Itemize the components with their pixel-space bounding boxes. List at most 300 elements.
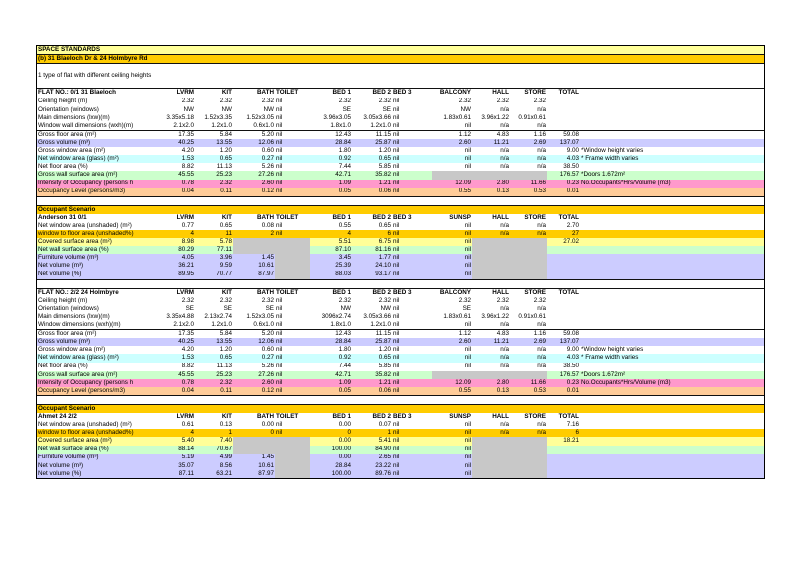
- cell-note: [580, 139, 764, 147]
- cell-store: 0.53: [533, 187, 546, 195]
- table-row: [37, 446, 764, 454]
- cell-bath: 1.45: [261, 254, 274, 262]
- cell-store: n/a: [537, 121, 546, 129]
- cell-bath: NW: [263, 105, 274, 113]
- cell-kit: KIT: [221, 213, 232, 221]
- cell-hall: 2.80: [496, 378, 509, 386]
- cell-toilet: nil: [276, 304, 283, 312]
- cell-balcony: 1.83x0.61: [443, 113, 471, 121]
- cell-bed2: 1.77: [378, 254, 391, 262]
- cell-bed1: 12.43: [335, 130, 351, 138]
- cell-bed2: 0.06: [378, 386, 391, 394]
- cell-total: 38.50: [563, 362, 579, 370]
- table-row: [37, 379, 764, 387]
- cell-kit: 2.13x2.74: [204, 313, 232, 320]
- cell-store: n/a: [537, 230, 546, 237]
- cell-bed1: 0: [347, 429, 351, 437]
- cell-toilet: TOILET: [276, 288, 299, 296]
- cell-lvrm: 8.82: [181, 362, 194, 370]
- cell-total: 59.08: [563, 330, 579, 338]
- cell-lvrm: 0.61: [181, 421, 194, 429]
- cell-bed1: 3096x2.74: [321, 313, 351, 320]
- cell-total: 0.01: [566, 187, 579, 195]
- cell-bed3: nil: [393, 246, 400, 254]
- cell-bed1: 2.32: [338, 296, 351, 304]
- cell-total: 137.07: [559, 139, 579, 146]
- table-row: [37, 180, 764, 188]
- cell-kit: [195, 405, 233, 413]
- cell-label: Occupancy Level (persons/m3): [38, 386, 126, 394]
- cell-bed1: 42.71: [335, 171, 351, 179]
- cell-kit: 1.2x1.0: [211, 121, 232, 129]
- table-row: [37, 205, 764, 214]
- cell-toilet: nil: [276, 313, 283, 320]
- table-row: [37, 437, 764, 445]
- cell-hall: [472, 446, 510, 454]
- cell-bath: 0.12: [261, 187, 274, 195]
- cell-balcony: nil: [464, 163, 471, 171]
- table-row: [37, 429, 764, 437]
- cell-bed3: nil: [393, 262, 400, 270]
- cell-lvrm: 80.29: [178, 246, 194, 254]
- cell-lvrm: 0.78: [181, 179, 194, 187]
- cell-store: 2.69: [533, 338, 546, 346]
- cell-lvrm: 0.04: [181, 386, 194, 394]
- cell-toilet: nil: [276, 378, 283, 386]
- cell-bed1: 0.05: [338, 187, 351, 195]
- cell-hall: [472, 246, 510, 254]
- cell-balcony: 0.55: [458, 187, 471, 195]
- cell-balcony: BALCONY: [439, 288, 471, 296]
- cell-bath: 0.27: [261, 354, 274, 362]
- cell-label: Intensity of Occupancy (persons h: [38, 179, 134, 187]
- cell-kit: 77.11: [216, 246, 232, 254]
- cell-bed1: SE: [342, 105, 351, 113]
- cell-total: 27.02: [563, 238, 579, 246]
- cell-bed3: nil: [393, 187, 400, 195]
- cell-label: Net volume (%): [38, 469, 82, 477]
- cell-store: [510, 262, 547, 270]
- cell-toilet: nil: [276, 179, 283, 187]
- sheet-subtitle: (b) 31 Blaeloch Dr & 24 Holmbyre Rd: [38, 55, 148, 62]
- cell-label: Window wall dimensions (wxh)(m): [38, 121, 134, 129]
- cell-store: 0.91x0.61: [518, 313, 546, 320]
- cell-lvrm: 4.20: [181, 147, 194, 155]
- cell-toilet: [275, 446, 310, 454]
- cell-total: [547, 321, 580, 329]
- cell-kit: 25.23: [216, 171, 232, 179]
- cell-lvrm: 4.20: [181, 346, 194, 354]
- cell-note: [580, 289, 764, 297]
- cell-bed2: 81.16: [375, 246, 391, 254]
- cell-bath: 0.27: [261, 155, 274, 163]
- cell-kit: NW: [221, 105, 232, 113]
- cell-bed2: [352, 206, 392, 214]
- cell-hall: n/a: [500, 163, 509, 171]
- cell-store: [510, 437, 547, 445]
- cell-bed1: 28.84: [335, 338, 351, 346]
- cell-toilet: [275, 454, 310, 462]
- cell-bath: 12.06: [258, 139, 274, 146]
- cell-total: [547, 313, 580, 321]
- cell-toilet: [275, 262, 310, 270]
- cell-label: Gross wall surface area (m²): [38, 370, 118, 378]
- cell-toilet: nil: [276, 354, 283, 362]
- blank-row: [37, 396, 764, 404]
- cell-toilet: nil: [276, 370, 283, 378]
- cell-toilet: nil: [276, 230, 283, 237]
- cell-label: Net floor area (%): [38, 163, 88, 171]
- cell-bed2: 23.22: [375, 461, 391, 469]
- cell-bed3: nil: [393, 362, 400, 370]
- cell-hall: [472, 470, 510, 478]
- cell-label: Main dimensions (lxw)(m): [38, 113, 110, 121]
- cell-label: Window dimensions (wxh)(m): [38, 321, 121, 328]
- cell-label: Net wall surface area (%): [38, 445, 109, 453]
- cell-note: *Window height varies: [581, 147, 644, 155]
- cell-lvrm: 89.95: [178, 270, 194, 278]
- cell-bath: 5.26: [261, 362, 274, 370]
- cell-bed1: BED 1: [332, 213, 351, 221]
- cell-total: 176.57: [559, 370, 579, 378]
- cell-lvrm: LVRM: [176, 89, 194, 97]
- cell-bed3: BED 3: [393, 288, 412, 296]
- table-row: [37, 254, 764, 262]
- cell-toilet: [275, 462, 310, 470]
- cell-kit: 2.32: [219, 97, 232, 105]
- cell-lvrm: LVRM: [176, 213, 194, 221]
- cell-bed2: BED 2: [372, 89, 391, 97]
- cell-toilet: [275, 238, 310, 246]
- cell-balcony: nil: [464, 437, 471, 445]
- cell-total: [547, 122, 580, 130]
- cell-bath: 0.12: [261, 386, 274, 394]
- cell-bed3: nil: [393, 130, 400, 138]
- cell-bed2: 1.2x1.0: [370, 321, 391, 328]
- cell-total: [547, 454, 580, 462]
- cell-balcony: nil: [464, 362, 471, 370]
- sheet-note-row: [37, 72, 764, 80]
- cell-hall: [472, 206, 510, 214]
- cell-hall: n/a: [500, 362, 509, 370]
- table-row: [37, 106, 764, 114]
- cell-toilet: [275, 246, 310, 254]
- cell-note: [580, 271, 764, 279]
- cell-note: [580, 421, 764, 429]
- cell-total: 137.07: [559, 338, 579, 346]
- table-row: [37, 114, 764, 122]
- cell-bath: 0.00: [261, 421, 274, 429]
- cell-note: [580, 230, 764, 238]
- cell-lvrm: 2.32: [181, 296, 194, 304]
- cell-total: TOTAL: [558, 413, 579, 421]
- cell-hall: [472, 238, 510, 246]
- cell-balcony: nil: [464, 238, 471, 246]
- cell-balcony: nil: [464, 429, 471, 437]
- cell-bed3: nil: [393, 354, 400, 362]
- cell-bed2: 0.07: [378, 421, 391, 429]
- cell-bed3: nil: [393, 171, 400, 179]
- cell-bed1: 25.39: [335, 262, 351, 270]
- cell-bed3: nil: [393, 437, 400, 445]
- cell-label: Net volume (%): [38, 270, 82, 278]
- cell-label: Net window area (unshaded) (m²): [38, 221, 132, 229]
- cell-label: Gross floor area (m²): [38, 330, 97, 338]
- cell-store: 0.91x0.61: [518, 113, 546, 121]
- cell-kit: 1.20: [219, 147, 232, 155]
- cell-bed1: 100.00: [331, 469, 351, 477]
- cell-toilet: nil: [276, 187, 283, 195]
- sheet-note: 1 type of flat with different ceiling heights: [38, 72, 152, 80]
- cell-bath: 2.60: [261, 179, 274, 187]
- table-row: [37, 313, 764, 321]
- cell-toilet: nil: [276, 139, 283, 146]
- cell-label: Gross wall surface area (m²): [38, 171, 118, 179]
- cell-total: 2.70: [566, 221, 579, 229]
- cell-total: [547, 98, 580, 106]
- cell-bath: 0.60: [261, 346, 274, 354]
- cell-label: Covered surface area (m²): [38, 238, 112, 246]
- cell-lvrm: 35.07: [178, 461, 194, 469]
- cell-toilet: [275, 254, 310, 262]
- cell-hall: HALL: [492, 89, 509, 97]
- cell-note: [580, 114, 764, 122]
- cell-lvrm: 3.35x4.88: [166, 313, 194, 320]
- cell-balcony: nil: [464, 155, 471, 163]
- cell-bath: 0.6x1.0: [253, 321, 274, 328]
- cell-store: [510, 462, 547, 470]
- cell-note: [580, 188, 764, 196]
- cell-hall: 11.21: [493, 338, 509, 346]
- cell-label: Occupancy Level (persons/m3): [38, 187, 126, 195]
- cell-store: STORE: [524, 288, 546, 296]
- cell-toilet: nil: [276, 155, 283, 163]
- cell-toilet: [275, 405, 310, 413]
- table-row: [37, 88, 764, 97]
- cell-hall: n/a: [500, 304, 509, 312]
- cell-kit: 13.55: [216, 139, 232, 146]
- cell-note: [580, 98, 764, 106]
- cell-toilet: [275, 470, 310, 478]
- cell-hall: [472, 271, 510, 279]
- cell-bed2: 35.82: [375, 171, 391, 179]
- cell-toilet: nil: [276, 97, 283, 105]
- cell-bed2: 3.05x3.66: [363, 113, 391, 121]
- cell-bed3: nil: [393, 469, 400, 477]
- cell-balcony: SUNSP: [449, 213, 471, 221]
- cell-note: [580, 106, 764, 114]
- cell-balcony: nil: [464, 321, 471, 328]
- cell-balcony: nil: [464, 121, 471, 129]
- cell-hall: [472, 454, 510, 462]
- cell-bath: [233, 206, 275, 214]
- cell-note: [580, 330, 764, 338]
- cell-note: [580, 305, 764, 313]
- cell-bed3: BED 3: [393, 89, 412, 97]
- cell-note: [580, 363, 764, 371]
- table-row: [37, 470, 764, 478]
- cell-kit: 7.40: [219, 437, 232, 445]
- cell-bed1: BED 1: [332, 288, 351, 296]
- cell-label: Intensity of Occupancy (persons h: [38, 378, 134, 386]
- table-row: [37, 421, 764, 429]
- cell-lvrm: LVRM: [176, 413, 194, 421]
- cell-label: FLAT NO.: 2/2 24 Holmbyre: [38, 288, 119, 296]
- cell-bath: 27.26: [258, 171, 274, 179]
- cell-bed1: 100.00: [331, 445, 351, 453]
- cell-hall: n/a: [500, 221, 509, 229]
- cell-lvrm: 0.78: [181, 378, 194, 386]
- cell-bed2: 1.2x1.0: [370, 121, 391, 129]
- cell-kit: KIT: [221, 413, 232, 421]
- cell-label: Gross floor area (m²): [38, 130, 97, 138]
- cell-note: [580, 254, 764, 262]
- cell-note: * Frame width varies: [581, 354, 639, 362]
- cell-balcony: 1.12: [458, 130, 471, 138]
- table-row: [37, 338, 764, 346]
- cell-total: [547, 305, 580, 313]
- cell-bed2: 84.90: [375, 445, 391, 453]
- cell-total: 6: [575, 429, 579, 437]
- cell-bath: SE: [265, 304, 274, 312]
- cell-kit: 13.55: [216, 338, 232, 346]
- cell-bed2: 1.21: [378, 378, 391, 386]
- cell-balcony: nil: [464, 221, 471, 229]
- cell-balcony: 12.09: [455, 378, 471, 386]
- cell-label: Ceiling height (m): [38, 97, 88, 105]
- cell-hall: 4.83: [496, 330, 509, 338]
- cell-label: Gross window area (m²): [38, 147, 106, 155]
- cell-bath: BATH: [256, 89, 274, 97]
- cell-note: [580, 321, 764, 329]
- table-row: [37, 288, 764, 297]
- cell-note: [580, 405, 764, 413]
- cell-toilet: nil: [276, 296, 283, 304]
- cell-label: Ahmet 24 2/2: [38, 413, 77, 421]
- cell-bed2: [352, 405, 392, 413]
- cell-balcony: 2.60: [458, 338, 471, 346]
- cell-bed3: nil: [393, 346, 400, 354]
- cell-kit: 1.2x1.0: [211, 321, 232, 328]
- cell-lvrm: 0.77: [181, 221, 194, 229]
- cell-lvrm: 4: [190, 429, 194, 437]
- blank-row: [37, 80, 764, 88]
- cell-lvrm: 3.35x5.18: [166, 113, 194, 121]
- cell-toilet: nil: [276, 362, 283, 370]
- cell-balcony: SUNSP: [449, 413, 471, 421]
- cell-toilet: nil: [276, 330, 283, 338]
- table-row: [37, 163, 764, 171]
- cell-kit: SE: [223, 304, 232, 312]
- cell-lvrm: 2.1x2.0: [173, 121, 194, 129]
- cell-hall: 2.80: [496, 179, 509, 187]
- table-row: [37, 98, 764, 106]
- cell-note: [580, 413, 764, 421]
- cell-bath: 2.60: [261, 378, 274, 386]
- cell-kit: 5.84: [219, 130, 232, 138]
- cell-kit: 4.99: [219, 453, 232, 461]
- cell-bath: BATH: [256, 413, 274, 421]
- cell-balcony: nil: [464, 445, 471, 453]
- cell-bed3: BED 3: [393, 213, 412, 221]
- cell-total: 9.00: [566, 147, 579, 155]
- table-row: [37, 222, 764, 230]
- cell-bath: 87.97: [258, 270, 274, 278]
- cell-bed2: 25.87: [375, 139, 391, 146]
- table-row: [37, 188, 764, 197]
- cell-total: 7.16: [566, 421, 579, 429]
- cell-kit: 70.67: [216, 445, 232, 453]
- cell-total: TOTAL: [558, 288, 579, 296]
- cell-label: Orientation (windows): [38, 105, 99, 113]
- cell-kit: 0.65: [219, 221, 232, 229]
- table-row: [37, 238, 764, 246]
- cell-store: 11.66: [530, 179, 546, 187]
- cell-bed2: 25.87: [375, 338, 391, 346]
- cell-bed1: 1.80: [338, 346, 351, 354]
- table-row: [37, 262, 764, 270]
- cell-store: [510, 246, 547, 254]
- cell-balcony: 1.83x0.61: [443, 313, 471, 320]
- cell-toilet: [275, 271, 310, 279]
- cell-bed3: nil: [393, 378, 400, 386]
- cell-toilet: nil: [276, 321, 283, 328]
- cell-total: 27: [571, 230, 579, 237]
- cell-label: Net volume (m³): [38, 262, 84, 270]
- cell-lvrm: 36.21: [178, 262, 194, 270]
- cell-store: 1.16: [533, 330, 546, 338]
- table-row: [37, 321, 764, 330]
- cell-balcony: 12.09: [455, 179, 471, 187]
- cell-balcony: SE: [462, 304, 471, 312]
- cell-note: [580, 262, 764, 270]
- cell-note: [580, 297, 764, 305]
- cell-total: [547, 106, 580, 114]
- cell-bed3: nil: [393, 421, 400, 429]
- cell-bed1: 0.92: [338, 155, 351, 163]
- cell-bed2: 5.41: [378, 437, 391, 445]
- cell-bath: 2.32: [261, 97, 274, 105]
- cell-toilet: nil: [276, 163, 283, 171]
- cell-total: TOTAL: [558, 89, 579, 97]
- cell-hall: 2.32: [496, 97, 509, 105]
- cell-bed2: 11.15: [375, 330, 391, 338]
- cell-kit: 0.13: [219, 421, 232, 429]
- cell-toilet: TOILET: [276, 413, 299, 421]
- cell-bed3: nil: [393, 445, 400, 453]
- cell-total: [547, 470, 580, 478]
- cell-bed3: [392, 206, 432, 214]
- cell-hall: [472, 371, 510, 379]
- cell-store: [510, 254, 547, 262]
- cell-bath: 0.08: [261, 221, 274, 229]
- cell-label: Occupant Scenario: [38, 405, 96, 412]
- cell-note: [580, 222, 764, 230]
- cell-hall: n/a: [500, 230, 509, 237]
- cell-hall: [472, 171, 510, 179]
- cell-note: [580, 246, 764, 254]
- cell-store: [510, 238, 547, 246]
- cell-hall: n/a: [500, 121, 509, 129]
- cell-bath: 2: [270, 230, 274, 237]
- cell-toilet: nil: [276, 346, 283, 354]
- cell-balcony: NW: [460, 105, 471, 113]
- cell-bed3: nil: [393, 113, 400, 121]
- cell-kit: 70.77: [216, 270, 232, 278]
- spreadsheet: [36, 45, 765, 479]
- cell-total: [547, 271, 580, 279]
- cell-kit: 11: [225, 230, 232, 237]
